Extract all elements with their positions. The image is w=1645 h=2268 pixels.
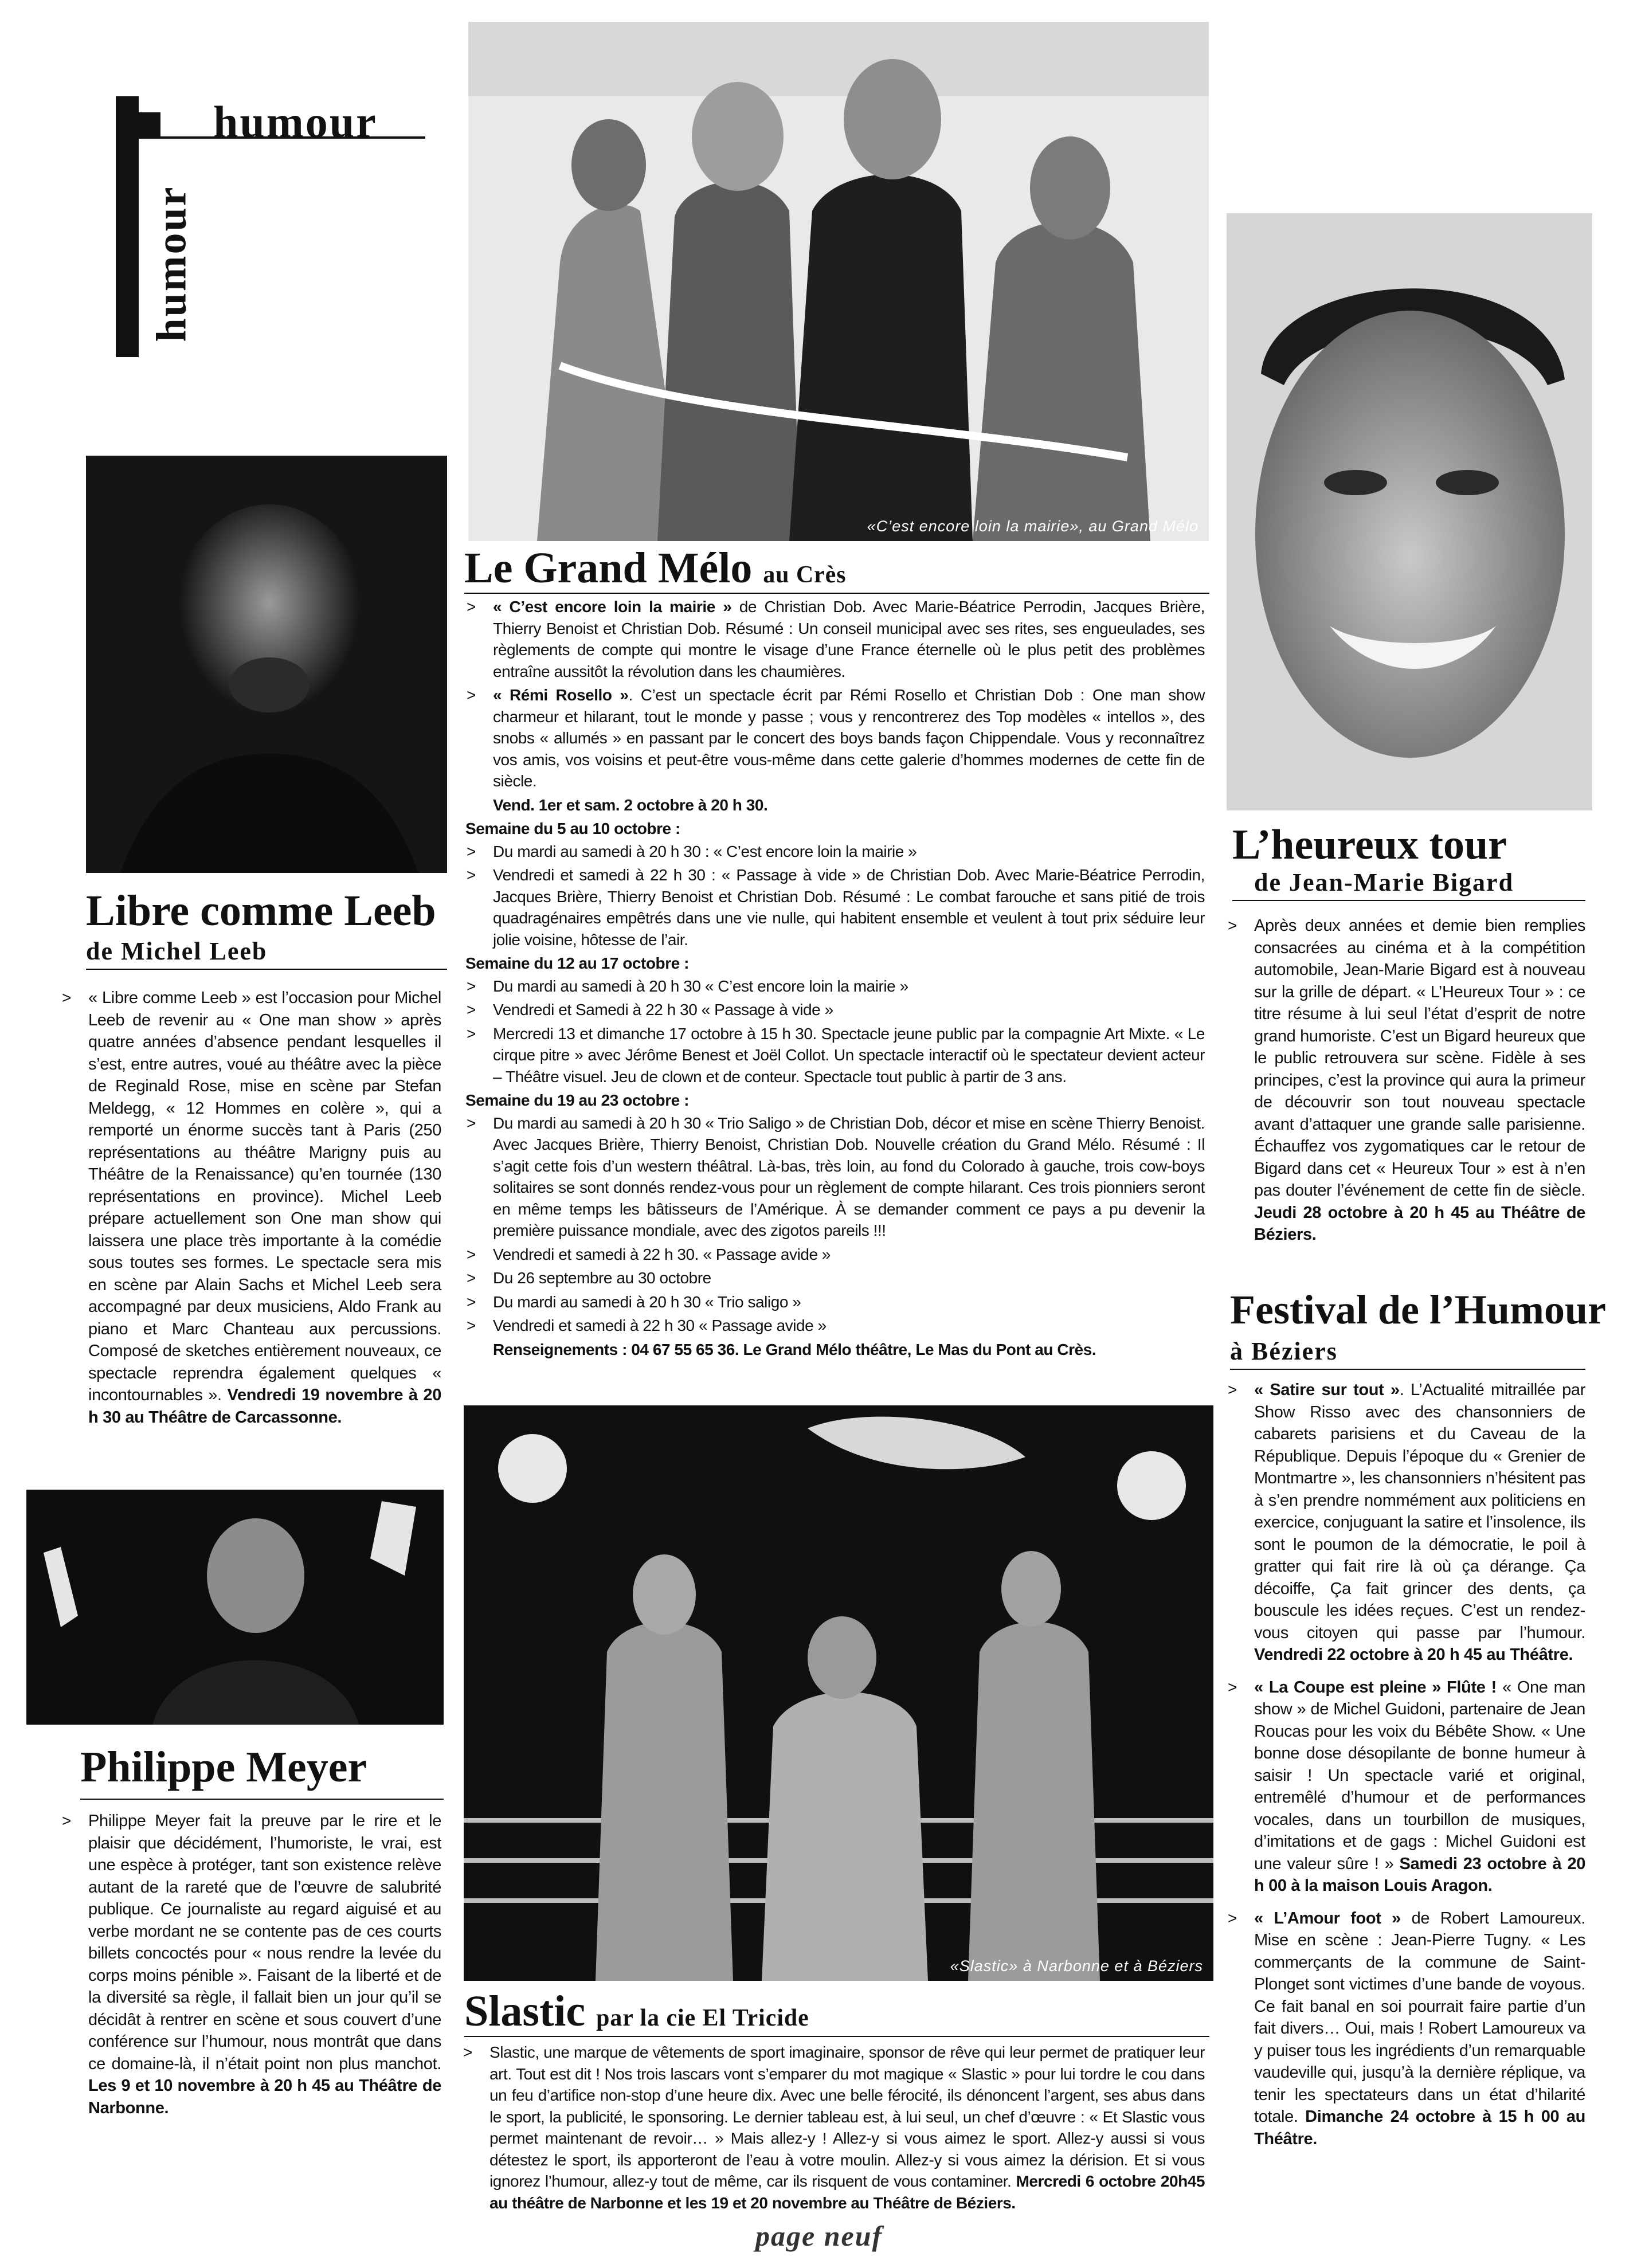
melo-week-3: Semaine du 19 au 23 octobre : bbox=[465, 1091, 689, 1109]
melo-week-2-item: > Vendredi et Samedi à 22 h 30 « Passage à vide » bbox=[465, 999, 1205, 1021]
leeb-subtitle: de Michel Leeb bbox=[86, 937, 268, 965]
melo-title-venue: au Crès bbox=[763, 562, 847, 588]
bigard-article bbox=[1227, 915, 1585, 1248]
melo-week-1-item: > Vendredi et samedi à 22 h 30 : « Passage à vide » de Christian Dob. Avec Marie-Béatrice Perrodin, Jacques Brière, Thierry Benoist et Christian Dob. Résumé : Le combat farouche et sans pitié de trois quadragénaires empêtrés dans une vie nulle, qui habitent ensemble et veulent à tout prix séduire leur jolie voisine, hôtesse de l’air. bbox=[465, 864, 1205, 950]
meyer-title: Philippe Meyer bbox=[80, 1743, 367, 1791]
photo-caption-grand-melo: «C’est encore loin la mairie», au Grand Mélo bbox=[867, 518, 1198, 535]
melo-rosello-date: Vend. 1er et sam. 2 octobre à 20 h 30. bbox=[493, 796, 768, 814]
leeb-title: Libre comme Leeb bbox=[86, 887, 436, 935]
festival-item-amour-foot: > « L’Amour foot » de Robert Lamoureux. Mise en scène : Jean-Pierre Tugny. « Les commerçants de la commune de Saint-Plonget sont victimes d’une bande de voyous. Ce fait banal en soi pourrait faire partie d’un fait divers… Oui, mais ! Robert Lamoureux va y puiser tous les ingrédients d’un remarquable vaudeville qui, jusqu’à la dernière réplique, va tenir les spectateurs dans un état d’hilarité totale. Dimanche 24 octobre à 15 h 00 au Théâtre. bbox=[1227, 1907, 1585, 2151]
melo-week-3-item: > Du 26 septembre au 30 octobre bbox=[465, 1267, 1205, 1289]
bigard-rule bbox=[1232, 900, 1585, 901]
section-word-vertical: humour bbox=[148, 185, 195, 342]
melo-title bbox=[464, 543, 847, 593]
melo-item-rosello: > « Rémi Rosello ». C’est un spectacle écrit par Rémi Rosello et Christian Dob : One man show charmeur et hilarant, tout le monde y passe ; vous y rencontrerez des Top modèles « intellos », des snobs « allumés » en passant par le concert des boys bands façon Chippendale. Vous y reconnaîtrez vos amis, vos voisins et peut-être vous-même dans cette galerie d’hommes modernes de cette fin de siècle. bbox=[465, 684, 1205, 792]
meyer-rule bbox=[80, 1799, 444, 1800]
page-folio: page neuf bbox=[755, 2220, 883, 2252]
melo-week-1: Semaine du 5 au 10 octobre : bbox=[465, 820, 680, 837]
melo-rule bbox=[464, 593, 1209, 594]
melo-title-main: Le Grand Mélo bbox=[464, 544, 753, 592]
slastic-title-company: par la cie El Tricide bbox=[596, 2005, 809, 2031]
melo-item-mairie: > « C’est encore loin la mairie » de Christian Dob. Avec Marie-Béatrice Perrodin, Jacques Brière, Thierry Benoist et Christian Dob. Résumé : Un conseil municipal avec ses rites, ses engueulades, ses règlements de compte qui montre le visage d’une France éternelle où le plus petit des problèmes entraîne aussitôt la révolution dans les chaumières. bbox=[465, 596, 1205, 682]
melo-week-3-item: > Vendredi et samedi à 22 h 30. « Passage avide » bbox=[465, 1244, 1205, 1266]
leeb-rule bbox=[86, 969, 447, 970]
photo-slastic bbox=[464, 1405, 1213, 1981]
melo-week-3-item: > Du mardi au samedi à 20 h 30 « Trio saligo » bbox=[465, 1291, 1205, 1313]
photo-jean-marie-bigard bbox=[1227, 213, 1592, 810]
photo-philippe-meyer bbox=[26, 1490, 444, 1725]
slastic-rule bbox=[464, 2036, 1209, 2037]
leeb-article bbox=[61, 987, 441, 1431]
slastic-article bbox=[462, 2042, 1205, 2216]
section-logo-box bbox=[128, 112, 160, 139]
photo-michel-leeb bbox=[86, 456, 447, 873]
slastic-body: > Slastic, une marque de vêtements de sport imaginaire, sponsor de rêve qui leur permet de pratiquer leur art. Tout est dit ! Nos trois lascars vont s’emparer du mot magique « Slastic » pour lui tordre le cou dans un feu d’artifice non-stop d’une heure dix. Avec une belle férocité, ils dénoncent l’argent, ses abus dans le sport, la publicité, le sponsoring. Le dernier tableau est, à lui seul, un chef d’œuvre : « Et Slastic vous permet maintenant de revoir… » Mais allez-y ! Allez-y si vous aimez le sport. Allez-y aussi si vous détestez le sport, ils apporteront de l’eau à votre moulin. Allez-y si vous aimez la dérision. Et si vous ignorez l’humour, allez-y tout de même, car ils risquent de vous contaminer. Mercredi 6 octobre 20h45 au théâtre de Narbonne et les 19 et 20 novembre au Théâtre de Béziers. bbox=[462, 2042, 1205, 2214]
festival-subtitle: à Béziers bbox=[1230, 1337, 1338, 1365]
melo-info: Renseignements : 04 67 55 65 36. Le Grand Mélo théâtre, Le Mas du Pont au Crès. bbox=[493, 1340, 1096, 1358]
melo-week-2-item: > Du mardi au samedi à 20 h 30 « C’est encore loin la mairie » bbox=[465, 976, 1205, 997]
festival-article bbox=[1227, 1379, 1585, 2152]
festival-title: Festival de l’Humour bbox=[1230, 1287, 1606, 1333]
bigard-body: > Après deux années et demie bien remplies consacrées au cinéma et à la compétition automobile, Jean-Marie Bigard est à nouveau sur la grille de départ. « L’Heureux Tour » : ce titre résume à lui seul l’état d’esprit de notre grand humoriste. C’est un Bigard heureux que le public retrouvera sur scène. Fidèle à ses principes, c’est la province qui aura la primeur de découvrir son tout nouveau spectacle avant d’attaquer une grande salle parisienne. Échauffez vos zygomatiques car le retour de Bigard dans cet « Heureux Tour » est à n’en pas douter l’événement de cette fin de siècle. Jeudi 28 octobre à 20 h 45 au Théâtre de Béziers. bbox=[1227, 915, 1585, 1246]
melo-week-1-item: > Du mardi au samedi à 20 h 30 : « C’est encore loin la mairie » bbox=[465, 841, 1205, 863]
bigard-subtitle: de Jean-Marie Bigard bbox=[1254, 868, 1514, 896]
festival-rule bbox=[1230, 1369, 1585, 1370]
leeb-body: > « Libre comme Leeb » est l’occasion pour Michel Leeb de revenir au « One man show » après quatre années d’absence pendant lesquelles il s’est, entre autres, voué au théâtre avec la pièce de Reginald Rose, mise en scène par Stefan Meldegg, « 12 Hommes en colère », qui a remporté un énorme succès tant à Paris (250 représentations au théâtre Marigny puis au Théâtre de la Renaissance) qu’en tournée (130 représentations en province). Michel Leeb prépare actuellement son One man show qui laissera une place très importante à la comédie sous toutes ses formes. Le spectacle sera mis en scène par Alain Sachs et Michel Leeb sera accompagné par deux musiciens, Aldo Frank au piano et Marc Chanteau aux percussions. Composé de sketches entièrement nouveaux, ce spectacle reprendra également quelques « incontournables ». Vendredi 19 novembre à 20 h 30 au Théâtre de Carcassonne. bbox=[61, 987, 441, 1428]
melo-week-2-item: > Mercredi 13 et dimanche 17 octobre à 15 h 30. Spectacle jeune public par la compagnie Art Mixte. « Le cirque pitre » avec Jérôme Benest et Joël Collot. Un spectacle interactif où le spectateur devient acteur – Théâtre visuel. Jeu de clown et de conteur. Spectacle tout public à partir de 3 ans. bbox=[465, 1023, 1205, 1088]
melo-week-3-item: > Du mardi au samedi à 20 h 30 « Trio Saligo » de Christian Dob, décor et mise en scène Thierry Benoist. Avec Jacques Brière, Thierry Benoist, Christian Dob. Nouvelle création du Grand Mélo. Résumé : Il s’agit cette fois d’un western théâtral. Là-bas, très loin, au fond du Colorado à gauche, trois cow-boys solitaires se sont donnés rendez-vous pour un règlement de compte hilarant. Ces trois pionniers seront en même temps les bâtisseurs de l’Amérique. À se demander comment ce pays a pu devenir la première puissance mondiale, avec des zigotos pareils !!! bbox=[465, 1113, 1205, 1241]
melo-article bbox=[465, 596, 1205, 1362]
festival-item-satire: > « Satire sur tout ». L’Actualité mitraillée par Show Risso avec des chansonniers de cabarets parisiens et du Caveau de la République. Depuis l’époque du « Grenier de Montmartre », les chansonniers n’hésitent pas à s’en prendre nommément aux politiciens en exercice, conjuguant la satire et l’insolence, ils sont le poumon de la démocratie, le poil à gratter qui fait rire là où ça dérange. Ça décoiffe, Ça fait grincer des dents, ça bouscule les idées reçues. C’est un rendez-vous citoyen qui passe par l’humour. Vendredi 22 octobre à 20 h 45 au Théâtre. bbox=[1227, 1379, 1585, 1666]
photo-caption-slastic: «Slastic» à Narbonne et à Béziers bbox=[950, 1957, 1203, 1975]
meyer-article bbox=[61, 1810, 441, 2121]
festival-item-coupe: > « La Coupe est pleine » Flûte ! « One man show » de Michel Guidoni, partenaire de Jean Roucas pour les voix du Bébête Show. « Une bonne dose désopilante de bonne humeur à saisir ! Un spectacle varié et original, entremêlé d’humour et de performances vocales, dans un tourbillon de musiques, d’imitations et de gags : Michel Guidoni est une valeur sûre ! » Samedi 23 octobre à 20 h 00 à la maison Louis Aragon. bbox=[1227, 1676, 1585, 1897]
slastic-title bbox=[464, 1987, 809, 2036]
bigard-title: L’heureux tour bbox=[1232, 821, 1507, 868]
photo-grand-melo bbox=[468, 22, 1209, 541]
meyer-body: > Philippe Meyer fait la preuve par le rire et le plaisir que décidément, l’humoriste, le vrai, est une espèce à protéger, tant son existence relève autant de la rareté que de l’œuvre de salubrité publique. Ce journaliste au regard aiguisé et au verbe mordant ne se contente pas de ces courts billets concoctés pour « nous rendre la levée du corps moins pénible ». Faisant de la liberté et de la diversité sa règle, il fallait bien un jour qu’il se décidât à rentrer en scène et sous couvert d’une conférence sur l’humour, nous montrât que dans ce domaine-là, il n’était point non plus manchot. Les 9 et 10 novembre à 20 h 45 au Théâtre de Narbonne. bbox=[61, 1810, 441, 2119]
section-word-horizontal: humour bbox=[213, 97, 378, 147]
melo-week-3-item: > Vendredi et samedi à 22 h 30 « Passage avide » bbox=[465, 1315, 1205, 1337]
slastic-title-main: Slastic bbox=[464, 1987, 586, 2035]
melo-week-2: Semaine du 12 au 17 octobre : bbox=[465, 954, 689, 972]
